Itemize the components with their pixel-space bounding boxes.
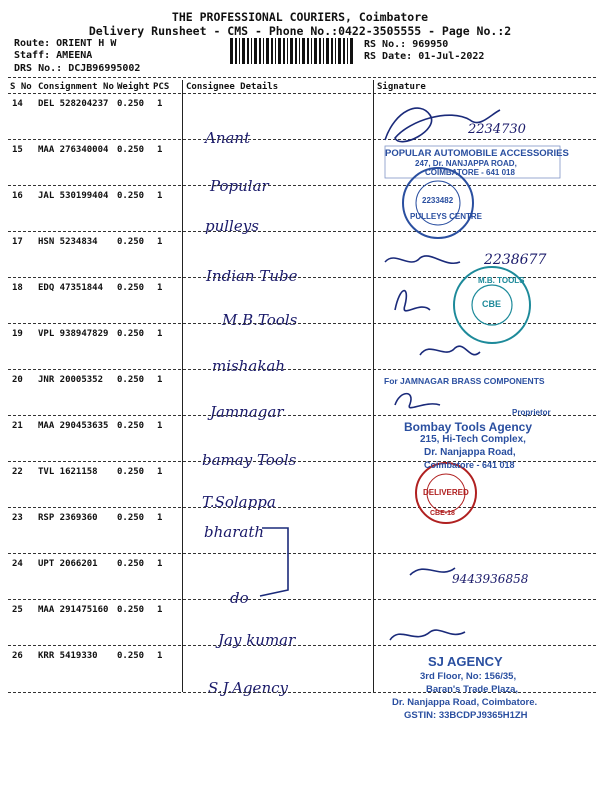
row-consignee-handwritten: bamay Tools bbox=[202, 451, 297, 469]
popular-stamp-line1: POPULAR AUTOMOBILE ACCESSORIES bbox=[385, 148, 569, 159]
row-consignee-handwritten: pulleys bbox=[205, 217, 259, 235]
row-pcs: 1 bbox=[157, 191, 163, 201]
row-weight: 0.250 bbox=[117, 283, 145, 293]
row-weight: 0.250 bbox=[117, 375, 145, 385]
col-header-weight: Weight bbox=[117, 82, 150, 92]
row-consignment-no: HSN 5234834 bbox=[38, 237, 98, 247]
row-weight: 0.250 bbox=[117, 421, 145, 431]
bombay-stamp-line2: 215, Hi-Tech Complex, bbox=[420, 434, 526, 445]
row-consignment-no: TVL 1621158 bbox=[38, 467, 98, 477]
runsheet-title: THE PROFESSIONAL COURIERS, Coimbatore bbox=[171, 10, 429, 24]
row-consignment-no: DEL 528204237 bbox=[38, 99, 109, 109]
rs-no-label: RS No.: bbox=[364, 39, 407, 50]
popular-stamp-line2: 247, Dr. NANJAPPA ROAD, bbox=[415, 159, 517, 168]
row-sno: 17 bbox=[12, 237, 23, 247]
row-consignment-no: MAA 291475160 bbox=[38, 605, 109, 615]
sj-stamp-line2: Baran's Trade Plaza, bbox=[426, 684, 519, 695]
row-weight: 0.250 bbox=[117, 237, 145, 247]
row-sno: 16 bbox=[12, 191, 23, 201]
col-header-consignee: Consignee Details bbox=[186, 82, 279, 92]
pulleys-stamp-name: PULLEYS CENTRE bbox=[410, 212, 483, 221]
col-header-pcs: PCS bbox=[153, 82, 170, 92]
row-consignee-handwritten: Anant bbox=[205, 129, 251, 147]
row24-phone: 9443936858 bbox=[452, 572, 529, 586]
row-pcs: 1 bbox=[157, 559, 163, 569]
row-sno: 23 bbox=[12, 513, 23, 523]
row-consignee-handwritten: do bbox=[230, 589, 249, 607]
staff-value: AMEENA bbox=[56, 50, 93, 61]
row-weight: 0.250 bbox=[117, 605, 145, 615]
row-weight: 0.250 bbox=[117, 467, 145, 477]
row-pcs: 1 bbox=[157, 513, 163, 523]
bombay-proprietor: Proprietor bbox=[512, 408, 551, 417]
row-sno: 22 bbox=[12, 467, 23, 477]
row-weight: 0.250 bbox=[117, 99, 145, 109]
row-consignee-handwritten: Indian Tube bbox=[206, 267, 298, 285]
rs-date-value: 01-Jul-2022 bbox=[418, 51, 485, 62]
row17-phone: 2238677 bbox=[484, 252, 547, 268]
row-sno: 15 bbox=[12, 145, 23, 155]
row-pcs: 1 bbox=[157, 467, 163, 477]
row-pcs: 1 bbox=[157, 375, 163, 385]
mb-stamp-code: CBE bbox=[482, 299, 502, 309]
delivered-stamp-code: CBE-18 bbox=[430, 510, 455, 517]
row-consignee-handwritten: S.J.Agency bbox=[208, 679, 288, 697]
row-weight: 0.250 bbox=[117, 513, 145, 523]
col-header-consignment: Consignment No bbox=[38, 82, 114, 92]
row-weight: 0.250 bbox=[117, 559, 145, 569]
rs-date-label: RS Date: bbox=[364, 51, 413, 62]
row-pcs: 1 bbox=[157, 99, 163, 109]
row-consignment-no: KRR 5419330 bbox=[38, 651, 98, 661]
row-sno: 19 bbox=[12, 329, 23, 339]
staff-label: Staff: bbox=[14, 50, 51, 61]
col-header-sno: S No bbox=[10, 82, 32, 92]
row-sno: 14 bbox=[12, 99, 23, 109]
runsheet-subtitle: Delivery Runsheet - CMS - Phone No.:0422-3505555 - Page No.:2 bbox=[88, 24, 512, 38]
row-consignment-no: VPL 938947829 bbox=[38, 329, 109, 339]
row-weight: 0.250 bbox=[117, 191, 145, 201]
pulleys-stamp-phone: 2233482 bbox=[422, 196, 454, 205]
delivered-stamp: DELIVERED bbox=[423, 488, 469, 497]
row-consignment-no: RSP 2369360 bbox=[38, 513, 98, 523]
bombay-stamp-line3: Dr. Nanjappa Road, bbox=[424, 447, 516, 458]
sj-stamp-gstin: GSTIN: 33BCDPJ9365H1ZH bbox=[404, 710, 528, 721]
row-pcs: 1 bbox=[157, 145, 163, 155]
row-weight: 0.250 bbox=[117, 651, 145, 661]
sj-stamp-line1: 3rd Floor, No: 156/35, bbox=[420, 671, 517, 682]
row-consignee-handwritten: Popular bbox=[210, 177, 269, 195]
row-consignee-handwritten: mishakah bbox=[212, 357, 286, 375]
row-consignee-handwritten: bharath bbox=[204, 523, 265, 541]
route-label: Route: bbox=[14, 38, 51, 49]
row-sno: 18 bbox=[12, 283, 23, 293]
row-consignment-no: MAA 276340004 bbox=[38, 145, 109, 155]
row-consignee-handwritten: M.B.Tools bbox=[222, 311, 298, 329]
drs-label: DRS No.: bbox=[14, 63, 63, 74]
row-pcs: 1 bbox=[157, 283, 163, 293]
popular-stamp-line3: COIMBATORE - 641 018 bbox=[425, 168, 515, 177]
bombay-stamp-line1: Bombay Tools Agency bbox=[404, 420, 533, 434]
row-consignment-no: MAA 290453635 bbox=[38, 421, 109, 431]
row-consignee-handwritten: Jamnagar bbox=[210, 403, 284, 421]
row-consignee-handwritten: T.Solappa bbox=[202, 493, 276, 511]
row-sno: 24 bbox=[12, 559, 23, 569]
mb-stamp-name: M.B. TOOLS bbox=[478, 276, 525, 285]
drs-value: DCJB96995002 bbox=[68, 63, 141, 74]
row-sno: 26 bbox=[12, 651, 23, 661]
row-sno: 25 bbox=[12, 605, 23, 615]
row-consignment-no: EDQ 47351844 bbox=[38, 283, 104, 293]
sj-stamp-title: SJ AGENCY bbox=[428, 654, 503, 669]
row14-phone: 2234730 bbox=[468, 122, 526, 137]
row-pcs: 1 bbox=[157, 421, 163, 431]
jamnagar-stamp: For JAMNAGAR BRASS COMPONENTS bbox=[384, 376, 545, 386]
row-consignee-handwritten: Jay kumar bbox=[218, 631, 296, 649]
row-sno: 20 bbox=[12, 375, 23, 385]
bombay-stamp-line4: Coimbatore - 641 018 bbox=[424, 460, 515, 470]
row-pcs: 1 bbox=[157, 329, 163, 339]
row-consignment-no: JAL 530199404 bbox=[38, 191, 109, 201]
row-consignment-no: JNR 20005352 bbox=[38, 375, 104, 385]
row-consignment-no: UPT 2066201 bbox=[38, 559, 98, 569]
row-pcs: 1 bbox=[157, 651, 163, 661]
rs-no-value: 969950 bbox=[412, 39, 449, 50]
row-weight: 0.250 bbox=[117, 329, 145, 339]
sj-stamp-line3: Dr. Nanjappa Road, Coimbatore. bbox=[392, 697, 538, 708]
col-header-signature: Signature bbox=[377, 82, 426, 92]
route-value: ORIENT H W bbox=[56, 38, 117, 49]
row-pcs: 1 bbox=[157, 237, 163, 247]
row-pcs: 1 bbox=[157, 605, 163, 615]
row-sno: 21 bbox=[12, 421, 23, 431]
row-weight: 0.250 bbox=[117, 145, 145, 155]
